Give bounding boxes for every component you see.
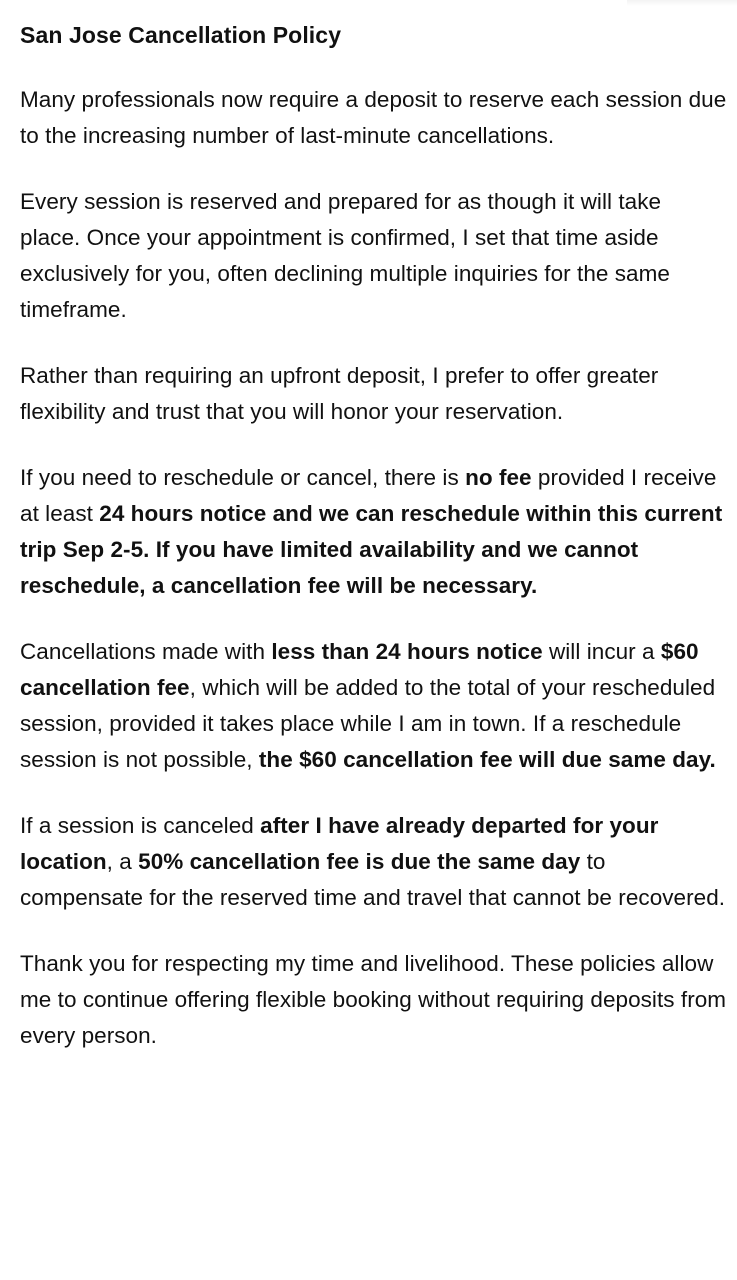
reservation-paragraph: Every session is reserved and prepared for as though it will take place. Once your appointment is confirmed, I set that time aside exclusively for you, often declining multiple inquiries for the same timeframe. xyxy=(20,189,670,322)
departed-text-1: If a session is canceled xyxy=(20,813,261,838)
screen-edge-shadow xyxy=(627,0,737,6)
notice-highlight: 24 hours notice and we can reschedule within this current trip Sep 2-5. If you have limited availability and we cannot reschedule, a cancellation fee will be necessary. xyxy=(20,501,723,598)
departed-text-2: , a xyxy=(106,849,139,874)
same-day-fee-highlight: the $60 cancellation fee will due same day. xyxy=(258,747,716,772)
departed-text-3: to compensate for the reserved time and travel that cannot be recovered. xyxy=(20,849,726,910)
late-cancellation-paragraph xyxy=(20,634,727,778)
late-notice-highlight: less than 24 hours notice xyxy=(271,639,543,664)
reschedule-text-2: provided I receive at least xyxy=(20,465,717,526)
half-fee-highlight: 50% cancellation fee is due the same day xyxy=(138,849,581,874)
intro-paragraph: Many professionals now require a deposit to reserve each session due to the increasing number of last-minute cancellations. xyxy=(20,87,727,148)
departed-highlight: after I have already departed for your location xyxy=(20,813,659,874)
reschedule-text-1: If you need to reschedule or cancel, there is xyxy=(20,465,466,490)
no-fee-highlight: no fee xyxy=(465,465,532,490)
page-title: San Jose Cancellation Policy xyxy=(20,22,342,48)
thank-you-paragraph: Thank you for respecting my time and livelihood. These policies allow me to continue offering flexible booking without requiring deposits from every person. xyxy=(20,951,727,1048)
reschedule-policy-paragraph xyxy=(20,460,727,604)
late-text-1: Cancellations made with xyxy=(20,639,272,664)
late-text-2: will incur a xyxy=(542,639,661,664)
fee-highlight: $60 cancellation fee xyxy=(20,639,699,700)
departed-cancellation-paragraph xyxy=(20,808,727,916)
late-text-3: , which will be added to the total of your rescheduled session, provided it takes place while I am in town. If a reschedule session is not possible, xyxy=(20,675,716,772)
flexibility-paragraph: Rather than requiring an upfront deposit, I prefer to offer greater flexibility and trust that you will honor your reservation. xyxy=(20,363,659,424)
